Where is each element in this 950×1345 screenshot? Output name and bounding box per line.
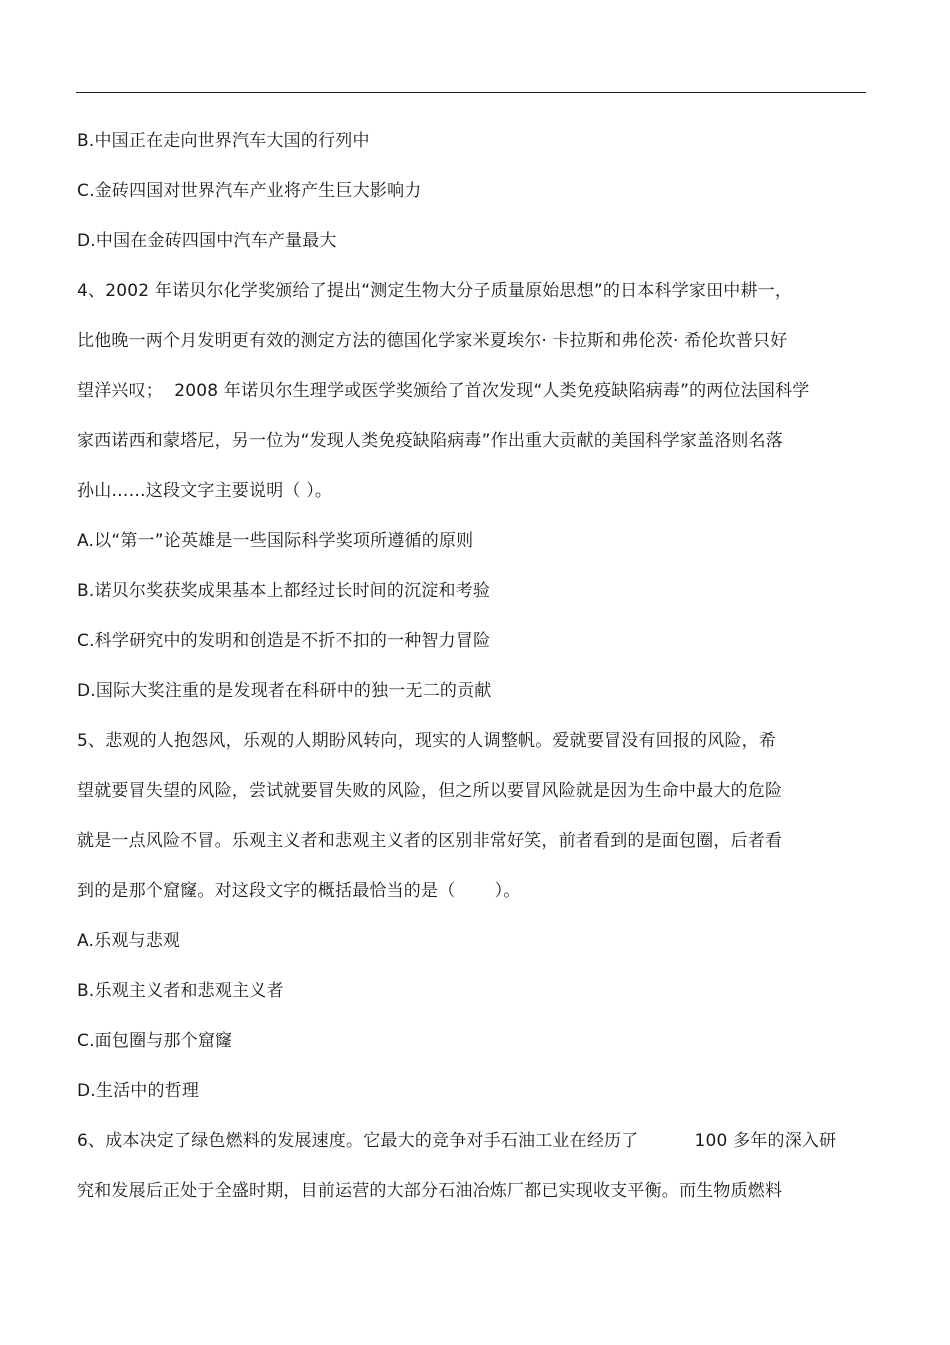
header-rule <box>76 92 866 93</box>
q5-option-d: D.生活中的哲理 <box>77 1081 200 1101</box>
q5-option-b: B.乐观主义者和悲观主义者 <box>77 981 284 1001</box>
q4-stem-line-3: 望洋兴叹； 2008 年诺贝尔生理学或医学奖颁给了首次发现“人类免疫缺陷病毒”的两位法国科学 <box>77 381 810 401</box>
q4-stem-line-2: 比他晚一两个月发明更有效的测定方法的德国化学家米夏埃尔· 卡拉斯和弗伦茨· 希伦坎普只好 <box>77 331 788 351</box>
q5-stem-line-2: 望就要冒失望的风险，尝试就要冒失败的风险，但之所以要冒风险就是因为生命中最大的危险 <box>77 781 783 801</box>
q5-stem-line-3: 就是一点风险不冒。乐观主义者和悲观主义者的区别非常好笑，前者看到的是面包圈，后者看 <box>77 831 783 851</box>
q4-option-d: D.国际大奖注重的是发现者在科研中的独一无二的贡献 <box>77 681 492 701</box>
q6-stem-line-1: 6、成本决定了绿色燃料的发展速度。它最大的竞争对手石油工业在经历了 100 多年的深入研 <box>77 1131 837 1151</box>
q5-option-c: C.面包圈与那个窟窿 <box>77 1031 233 1051</box>
q5-option-a: A.乐观与悲观 <box>77 931 181 951</box>
q3-option-d: D.中国在金砖四国中汽车产量最大 <box>77 231 337 251</box>
q3-option-b: B.中国正在走向世界汽车大国的行列中 <box>77 131 370 151</box>
q4-option-b: B.诺贝尔奖获奖成果基本上都经过长时间的沉淀和考验 <box>77 581 491 601</box>
q3-option-c: C.金砖四国对世界汽车产业将产生巨大影响力 <box>77 181 422 201</box>
q5-stem-line-4: 到的是那个窟窿。对这段文字的概括最恰当的是（ ）。 <box>77 881 521 901</box>
q4-stem-line-5: 孙山……这段文字主要说明（ ）。 <box>77 481 333 501</box>
q4-option-c: C.科学研究中的发明和创造是不折不扣的一种智力冒险 <box>77 631 491 651</box>
q5-stem-line-1: 5、悲观的人抱怨风，乐观的人期盼风转向，现实的人调整帆。爱就要冒没有回报的风险，希 <box>77 731 777 751</box>
q4-stem-line-1: 4、2002 年诺贝尔化学奖颁给了提出“测定生物大分子质量原始思想”的日本科学家田中耕一， <box>77 281 793 301</box>
q4-option-a: A.以“第一”论英雄是一些国际科学奖项所遵循的原则 <box>77 531 474 551</box>
q4-stem-line-4: 家西诺西和蒙塔尼，另一位为“发现人类免疫缺陷病毒”作出重大贡献的美国科学家盖洛则名落 <box>77 431 784 451</box>
q6-stem-line-2: 究和发展后正处于全盛时期，目前运营的大部分石油冶炼厂都已实现收支平衡。而生物质燃料 <box>77 1181 783 1201</box>
